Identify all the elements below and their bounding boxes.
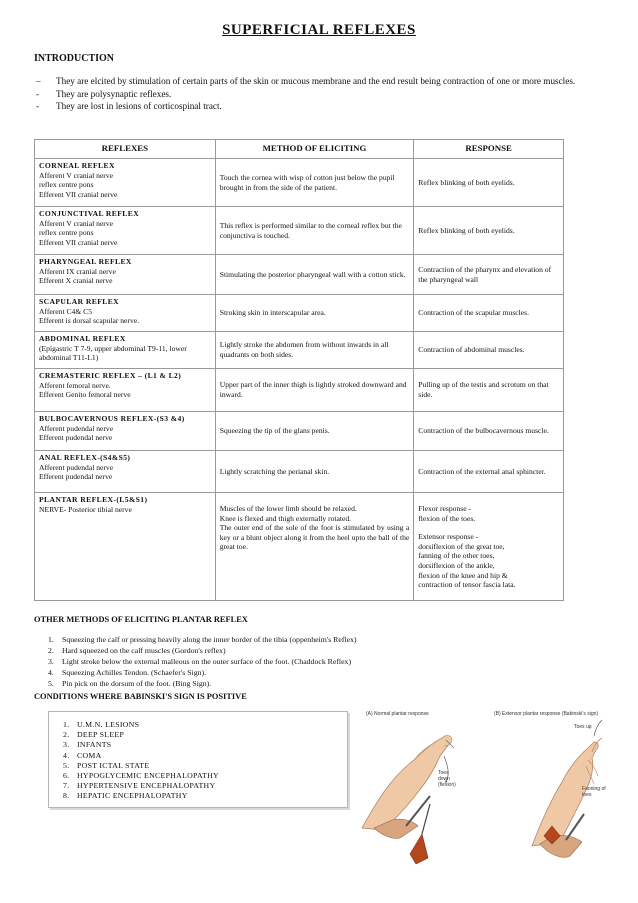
babinski-box xyxy=(48,711,348,808)
babinski-heading: CONDITIONS WHERE BABINSKI'S SIGN IS POSITIVE xyxy=(34,692,247,701)
method-cell: Stroking skin in interscapular area. xyxy=(215,295,414,332)
response-cell: Contraction of abdominal muscles. xyxy=(414,332,564,369)
reflex-cell: ABDOMINAL REFLEX (Epigastric T 7-9, upper abdominal T9-11, lower abdominal T11-L1) xyxy=(35,332,216,369)
response-cell: Reflex blinking of both eyelids. xyxy=(414,207,564,255)
table-row xyxy=(35,207,564,255)
reflex-cell: PHARYNGEAL REFLEX Afferent IX cranial nerve Efferent X cranial nerve xyxy=(35,255,216,295)
plantar-illustration xyxy=(356,708,610,866)
intro-point: - They are polysynaptic reflexes. xyxy=(36,88,172,99)
reflex-cell: CREMASTERIC REFLEX – (L1 & L2) Afferent femoral nerve. Efferent Genito femoral nerve xyxy=(35,369,216,412)
method-cell: Muscles of the lower limb should be relaxed. Knee is flexed and thigh externally rotated. The outer end of the sole of the foot is stimulated by using a key or a blunt object along it from the heel upto the ball of the great toe. xyxy=(215,493,414,601)
list-item: 8. HEPATIC ENCEPHALOPATHY xyxy=(63,791,188,801)
table-row xyxy=(35,451,564,493)
babinski-list xyxy=(63,720,219,802)
other-methods-list xyxy=(48,634,357,689)
reflex-cell: SCAPULAR REFLEX Afferent C4& C5 Efferent is dorsal scapular nerve. xyxy=(35,295,216,332)
response-cell: Reflex blinking of both eyelids. xyxy=(414,159,564,207)
reflex-cell: ANAL REFLEX-(S4&S5) Afferent pudendal nerve Efferent pudendal nerve xyxy=(35,451,216,493)
response-cell: Contraction of the bulbocavernous muscle. xyxy=(414,412,564,451)
method-cell: Touch the cornea with wisp of cotton just below the pupil brought in from the side of the patient. xyxy=(215,159,414,207)
reflex-table xyxy=(34,139,564,601)
figure-label-toes-down: Toes down (flexion) xyxy=(438,770,456,788)
table-row xyxy=(35,295,564,332)
table-row xyxy=(35,493,564,601)
table-row xyxy=(35,332,564,369)
list-item: 3. Light stroke below the external malleous on the outer surface of the foot. (Chaddock Reflex) xyxy=(48,657,352,666)
header-reflexes: REFLEXES xyxy=(35,140,216,159)
list-item: 2. DEEP SLEEP xyxy=(63,730,125,740)
plantar-response-figure xyxy=(356,708,610,866)
list-item: 5. Pin pick on the dorsum of the foot. (Bing Sign). xyxy=(48,679,212,688)
method-cell: Lightly scratching the perianal skin. xyxy=(215,451,414,493)
response-cell: Flexor response - flexion of the toes. Extensor response - dorsiflexion of the great toe, fanning of the other toes, dorsiflexion of the ankle, flexion of the knee and hip & contraction of tensor fascia lata. xyxy=(414,493,564,601)
list-item: 1. U.M.N. LESIONS xyxy=(63,720,140,729)
reflex-cell: CORNEAL REFLEX Afferent V cranial nerve reflex centre pons Efferent VII cranial nerve xyxy=(35,159,216,207)
table-row xyxy=(35,412,564,451)
response-cell: Pulling up of the testis and scrotum on that side. xyxy=(414,369,564,412)
list-item: 1. Squeezing the calf or pressing heavily along the inner border of the tibia (oppenheim's Reflex) xyxy=(48,635,357,644)
figure-label-toes-up: Toes up xyxy=(574,724,592,730)
reflex-cell: BULBOCAVERNOUS REFLEX-(S3 &4) Afferent pudendal nerve Efferent pudendal nerve xyxy=(35,412,216,451)
figure-label-normal: (A) Normal plantar response xyxy=(366,711,429,717)
list-item: 6. HYPOGLYCEMIC ENCEPHALOPATHY xyxy=(63,771,219,781)
intro-heading: INTRODUCTION xyxy=(34,53,115,64)
table-row xyxy=(35,159,564,207)
method-cell: Upper part of the inner thigh is lightly stroked downward and inward. xyxy=(215,369,414,412)
list-item: 3. INFANTS xyxy=(63,740,112,750)
page-title: SUPERFICIAL REFLEXES xyxy=(222,22,416,38)
header-response: RESPONSE xyxy=(414,140,564,159)
other-methods-heading: OTHER METHODS OF ELICITING PLANTAR REFLEX xyxy=(34,615,248,624)
list-item: 4. Squeezing Achilles Tendon. (Schaefer's Sign). xyxy=(48,668,207,677)
method-cell: This reflex is performed similar to the corneal reflex but the conjunctiva is touched. xyxy=(215,207,414,255)
table-row xyxy=(35,369,564,412)
normal-response-drawing xyxy=(362,735,454,864)
response-cell: Contraction of the scapular muscles. xyxy=(414,295,564,332)
table-header-row xyxy=(35,140,564,159)
method-cell: Squeezing the tip of the glans penis. xyxy=(215,412,414,451)
list-item: 5. POST ICTAL STATE xyxy=(63,760,150,770)
intro-point: - They are lost in lesions of corticospinal tract. xyxy=(36,101,222,111)
table-row xyxy=(35,255,564,295)
list-item: 4. COMA xyxy=(63,750,102,760)
list-item: 7. HYPERTENSIVE ENCEPHALOPATHY xyxy=(63,781,216,791)
method-cell: Lightly stroke the abdomen from without inwards in all quadrants on both sides. xyxy=(215,332,414,369)
method-cell: Stimulating the posterior pharyngeal wall with a cotton stick. xyxy=(215,255,414,295)
intro-list xyxy=(34,76,594,114)
header-method: METHOD OF ELICITING xyxy=(215,140,414,159)
list-item: 2. Hard squeezed on the calf muscles (Gordon's reflex) xyxy=(48,646,226,655)
reflex-cell: CONJUNCTIVAL REFLEX Afferent V cranial nerve reflex centre pons Efferent VII cranial nerve xyxy=(35,207,216,255)
intro-point: – They are elcited by stimulation of certain parts of the skin or mucous membrane and the end result being contraction of one or more muscles. xyxy=(36,76,576,86)
response-cell: Contraction of the pharynx and elevation of the pharyngeal wall xyxy=(414,255,564,295)
reflex-cell: PLANTAR REFLEX-(L5&S1) NERVE- Posterior tibial nerve xyxy=(35,493,216,601)
response-cell: Contraction of the external anal sphincter. xyxy=(414,451,564,493)
figure-label-fanning: Fanning of toes xyxy=(582,786,606,798)
figure-label-extensor: (B) Extensor plantar response (Babinski's sign) xyxy=(494,711,599,717)
